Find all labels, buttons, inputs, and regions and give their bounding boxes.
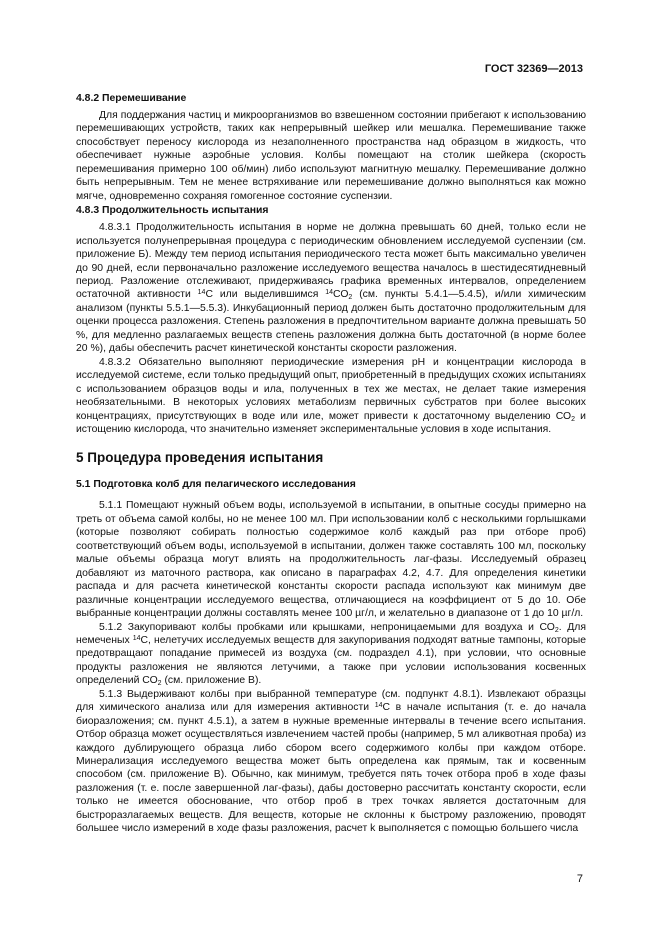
paragraph-4-8-2: Для поддержания частиц и микроорганизмов во взвешенном состоянии прибегают к использованию перемешивающих устройств, таких как непрерывный шейкер или мешалка. Перемешивание также способствует переносу кислорода из незаполненного пространства над образцом в жидкость, что обеспечивает нужные аэробные условия. Колбы помещают на столик шейкера (скорость перемешивания примерно 100 об/мин) либо используют магнитную мешалку. Перемешивание должно быть непрерывным. Тем не менее встряхивание или перемешивание должно выполняться как можно мягче, одновременно сохраняя гомогенное состояние суспензии. (76, 110, 586, 202)
paragraph-4-8-3-2: 4.8.3.2 Обязательно выполняют периодические измерения pH и концентрации кислорода в исследуемой системе, если только предыдущий опыт, приобретенный в предыдущих схожих испытаниях с использованием образцов воды и ила, полученных в тех же местах, не делает такие измерения необязательными. В некоторых условиях метаболизм первичных субстратов при более высоких концентрациях, присутствующих в воде или иле, может привести к достаточному выделению $СО_2$ и истощению кислорода, что значительно изменяет экспериментальные условия в ходе испытания. (76, 356, 586, 435)
section-heading-5: 5 Процедура проведения испытания (76, 450, 324, 466)
section-heading-4-8-2: 4.8.2 Перемешивание (76, 93, 187, 104)
paragraph-5-1-2: 5.1.2 Закупоривают колбы пробками или крышками, непроницаемыми для воздуха и $СО_2$. Для немеченых $^{14}$С, нелетучих исследуемых веществ для закупоривания подходят ватные тампоны, которые предотвращают попадание примесей из воздуха (см. подраздел 4.1), при условии, что основные продукты разложения не являются летучими, а также при условии использования косвенных определений $СО_2$ (см. приложение В). (76, 621, 586, 688)
standard-number: ГОСТ 32369—2013 (484, 63, 583, 75)
page-number: 7 (576, 873, 583, 885)
paragraph-5-1-1: 5.1.1 Помещают нужный объем воды, используемой в испытании, в опытные сосуды примерно на треть от объема самой колбы, но не менее 100 мл. При использовании колб с несколькими горлышками (которые позволяют собирать полностью содержимое колб каждый раз при отборе проб) соответствующий объем воды, используемой в испытании, должен также составлять 100 мл, поскольку малые объемы образца могут влиять на продолжительность лаг-фазы. Исследуемый образец добавляют из маточного раствора, как описано в параграфах 4.2, 4.7. Для определения кинетики распада и для расчета кинетической константы скорости распада используют как минимум две различные концентрации исследуемого вещества, отличающиеся на коэффициент от 5 до 10. Обе выбранные концентрации должны составлять менее 100 µг/л, и желательно в диапазоне от 1 до 10 µг/л. (76, 500, 586, 620)
section-heading-5-1: 5.1 Подготовка колб для пелагического исследования (76, 479, 356, 491)
page-content (76, 92, 586, 836)
paragraph-4-8-3-1: 4.8.3.1 Продолжительность испытания в норме не должна превышать 60 дней, только если не используется полунепрерывная процедура с периодическим обновлением исследуемой суспензии (см. приложение Б). Между тем период испытания периодического теста может быть максимально увеличен до 90 дней, если первоначально разложение исследуемого вещества началось в шестидесятидневный период. Разложение отслеживают, придерживаясь графика временных интервалов, определением остаточной активности $^{14}$С или выделившимся $^{14}СО_2$ (см. пункты 5.4.1—5.4.5), и/или химическим анализом (пункты 5.5.1—5.5.3). Инкубационный период должен быть достаточно продолжительным для оценки процесса разложения. Степень разложения в предпочтительном варианте должна превышать 50 %, для медленно разлагаемых веществ степень разложения должна быть достаточной (в норме более 20 %), дабы обеспечить расчет кинетической константы скорости разложения. (76, 222, 586, 355)
paragraph-5-1-3: 5.1.3 Выдерживают колбы при выбранной температуре (см. подпункт 4.8.1). Извлекают образцы для химического анализа или для измерения активности $^{14}$С в начале испытания (т. е. до начала биоразложения; см. пункт 4.5.1), а затем в нужные временные интервалы в течение всего испытания. Отбор образца может осуществляться извлечением частей пробы (например, 5 мл аликвотная проба) из каждого дублирующего образца либо сбором всего содержимого колбы при каждом отборе. Минерализация исследуемого вещества может быть определена как прямым, так и косвенным способом (см. приложение В). Обычно, как минимум, требуется пять точек отбора проб в ходе фазы разложения (т. е. после завершенной лаг-фазы), дабы достоверно рассчитать константу скорости, если только не имеется обоснование, что отбор проб в трех точках является достаточным для быстроразлагаемых веществ. Для веществ, которые не склонны к быстрому разложению, проводят большее число измерений в ходе фазы разложения, расчет k выполняется с помощью большего числа (76, 688, 586, 835)
section-heading-4-8-3: 4.8.3 Продолжительность испытания (76, 205, 269, 217)
